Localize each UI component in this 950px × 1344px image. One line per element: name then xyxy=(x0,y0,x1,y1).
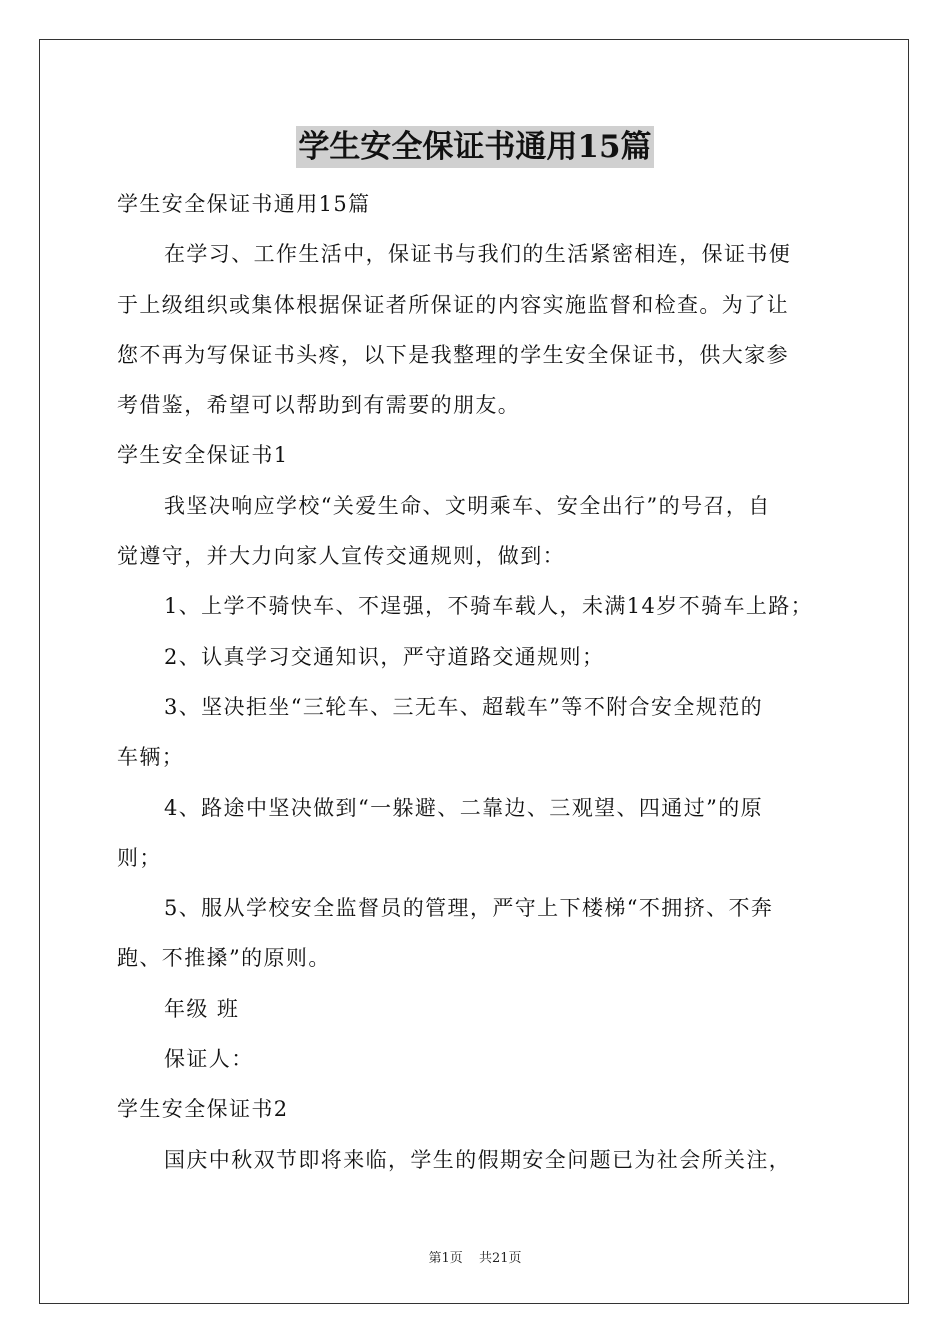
title-container xyxy=(0,126,950,168)
text-line: 学生安全保证书2 xyxy=(117,1097,289,1122)
text-line: 学生安全保证书通用15篇 xyxy=(117,192,371,216)
text-line: 车辆； xyxy=(117,745,185,770)
text-line: 3、坚决拒坐“三轮车、三无车、超载车”等不附合安全规范的 xyxy=(164,694,764,719)
text-line: 保证人： xyxy=(164,1047,254,1072)
text-line: 2、认真学习交通知识，严守道路交通规则； xyxy=(164,644,605,669)
text-line: 考借鉴，希望可以帮助到有需要的朋友。 xyxy=(117,393,521,418)
text-line: 您不再为写保证书头疼，以下是我整理的学生安全保证书，供大家参 xyxy=(117,342,789,367)
document-body xyxy=(117,179,837,1185)
text-line: 则； xyxy=(117,845,162,870)
text-line: 在学习、工作生活中，保证书与我们的生活紧密相连，保证书便 xyxy=(164,242,792,267)
page-total: 共21页 xyxy=(478,1251,522,1266)
document-title: 学生安全保证书通用15篇 xyxy=(296,126,653,168)
text-line: 1、上学不骑快车、不逞强，不骑车载人，未满14岁不骑车上路； xyxy=(164,594,814,619)
text-line: 5、服从学校安全监督员的管理，严守上下楼梯“不拥挤、不奔 xyxy=(164,896,774,921)
text-line: 年级 班 xyxy=(164,996,240,1021)
text-line: 觉遵守，并大力向家人宣传交通规则，做到： xyxy=(117,544,565,569)
text-line: 国庆中秋双节即将来临，学生的假期安全问题已为社会所关注， xyxy=(164,1147,792,1172)
text-line: 跑、不推搡”的原则。 xyxy=(117,946,331,971)
text-line: 于上级组织或集体根据保证者所保证的内容实施监督和检查。为了让 xyxy=(117,292,789,317)
page-number: 第1页 xyxy=(428,1251,463,1266)
text-line: 我坚决响应学校“关爱生命、文明乘车、安全出行”的号召，自 xyxy=(164,493,771,518)
page-footer xyxy=(0,1247,950,1266)
text-line: 学生安全保证书1 xyxy=(117,443,289,468)
text-line: 4、路途中坚决做到“一躲避、二靠边、三观望、四通过”的原 xyxy=(164,795,764,820)
